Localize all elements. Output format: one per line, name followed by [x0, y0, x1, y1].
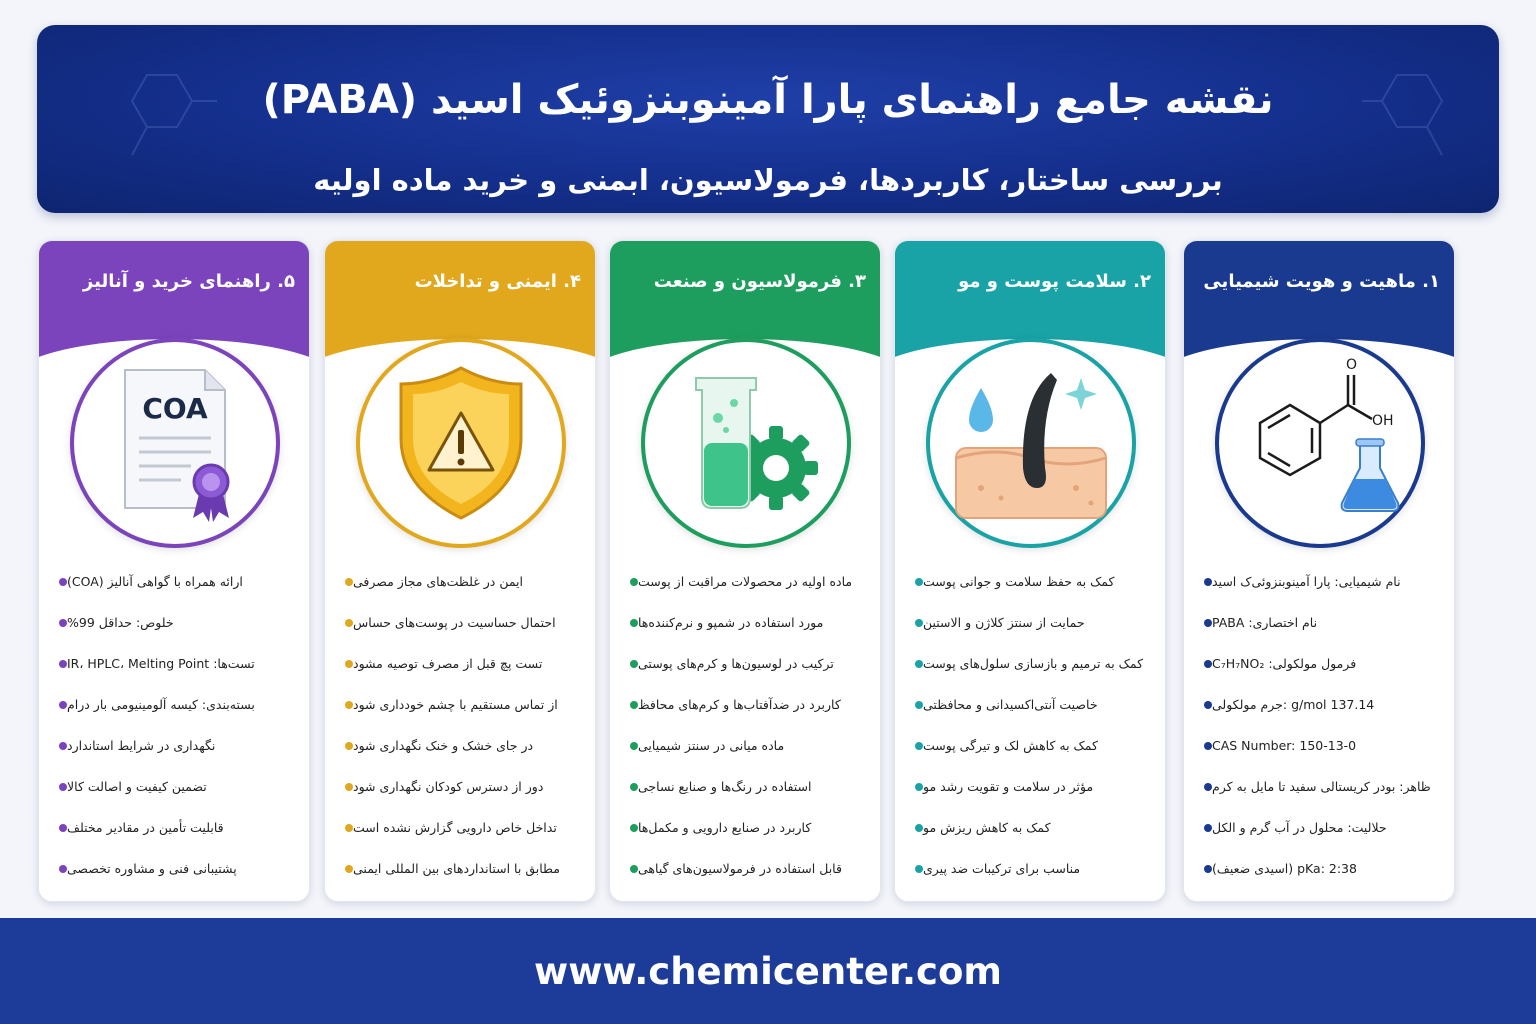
list-item: در جای خشک و خنک نگهداری شود	[325, 725, 595, 766]
list-item: فرمول مولکولی: C₇H₇NO₂	[1184, 643, 1454, 684]
list-item: ترکیب در لوسیون‌ها و کرم‌های پوستی	[610, 643, 880, 684]
page-subtitle: بررسی ساختار، کاربردها، فرمولاسیون، ابمنی و خرید ماده اولیه	[313, 163, 1223, 197]
list-item: نگهداری در شرایط استاندارد	[39, 725, 309, 766]
bullet-icon	[1204, 783, 1212, 791]
bullet-icon	[345, 783, 353, 791]
warning-shield-icon	[356, 338, 566, 548]
list-item: کاربرد در ضدآفتاب‌ها و کرم‌های محافظ	[610, 684, 880, 725]
list-item: قابلیت تأمین در مقادیر مختلف	[39, 807, 309, 848]
list-item: دور از دسترس کودکان نگهداری شود	[325, 766, 595, 807]
benzoic-acid-structure-flask-icon	[1215, 338, 1425, 548]
list-item: خلوص: حداقل 99%	[39, 602, 309, 643]
list-item: ماده میانی در سنتز شیمیایی	[610, 725, 880, 766]
list-item: حمایت از سنتز کلاژن و الاستین	[895, 602, 1165, 643]
list-item: از تماس مستقیم با چشم خودداری شود	[325, 684, 595, 725]
bullet-icon	[630, 824, 638, 832]
coa-certificate-icon	[70, 338, 280, 548]
bullet-icon	[345, 701, 353, 709]
website-link[interactable]: www.chemicenter.com	[534, 950, 1002, 993]
list-item: pKa: 2:38 (اسیدی ضعیف)	[1184, 848, 1454, 889]
list-item: تداخل خاص دارویی گزارش نشده است	[325, 807, 595, 848]
bullet-icon	[630, 742, 638, 750]
bullet-icon	[915, 824, 923, 832]
list-item: بسته‌بندی: کیسه آلومینیومی بار درام	[39, 684, 309, 725]
list-item: خاصیت آنتی‌اکسیدانی و محافظتی	[895, 684, 1165, 725]
bullet-icon	[915, 578, 923, 586]
list-item: مورد استفاده در شمپو و نرم‌کننده‌ها	[610, 602, 880, 643]
card-title: ۱. ماهیت و هویت شیمیایی	[1203, 271, 1440, 292]
bullet-icon	[345, 865, 353, 873]
card-chemical-identity	[1183, 240, 1455, 902]
bullet-icon	[345, 742, 353, 750]
bullet-icon	[630, 701, 638, 709]
bullet-icon	[59, 865, 67, 873]
bullet-icon	[630, 865, 638, 873]
bullet-icon	[345, 824, 353, 832]
card-title: ۳. فرمولاسیون و صنعت	[653, 271, 866, 292]
bullet-icon	[59, 660, 67, 668]
bullet-icon	[630, 660, 638, 668]
list-item: کمک به کاهش ریزش مو	[895, 807, 1165, 848]
bullet-icon	[915, 865, 923, 873]
svg-text:O: O	[1346, 357, 1358, 373]
bullet-icon	[1204, 578, 1212, 586]
bullet-icon	[630, 619, 638, 627]
bullet-icon	[1204, 619, 1212, 627]
bullet-icon	[59, 783, 67, 791]
list-item: ارائه همراه با گواهی آنالیز (COA)	[39, 561, 309, 602]
svg-text:OH: OH	[1372, 413, 1394, 429]
list-item: ظاهر: بودر کریستالی سفید تا مایل به کرم	[1184, 766, 1454, 807]
bullet-icon	[59, 742, 67, 750]
list-item: نام شیمیایی: پارا آمینوبنزوئی‌ک اسید	[1184, 561, 1454, 602]
bullet-icon	[345, 619, 353, 627]
bullet-icon	[59, 578, 67, 586]
card-formulation-industry	[609, 240, 881, 902]
bullet-icon	[630, 578, 638, 586]
bullet-icon	[915, 783, 923, 791]
list-item: کمک به ترمیم و بازسازی سلول‌های پوست	[895, 643, 1165, 684]
list-item: تضمین کیفیت و اصالت کالا	[39, 766, 309, 807]
bullet-icon	[345, 578, 353, 586]
list-item: کاربرد در صنایع دارویی و مکمل‌ها	[610, 807, 880, 848]
bullet-icon	[915, 701, 923, 709]
list-item: CAS Number: 150-13-0	[1184, 725, 1454, 766]
card-title: ۲. سلامت پوست و مو	[958, 271, 1151, 292]
bullet-icon	[915, 660, 923, 668]
card-purchase-analysis	[38, 240, 310, 902]
list-item: نام اختصاری: PABA	[1184, 602, 1454, 643]
list-item: کمک به کاهش لک و تیرگی پوست	[895, 725, 1165, 766]
bullet-icon	[59, 824, 67, 832]
bullet-icon	[345, 660, 353, 668]
page-title: نقشه جامع راهنمای پارا آمینوبنزوئیک اسید (PABA)	[262, 77, 1274, 123]
bullet-icon	[59, 619, 67, 627]
card-title: ۴. ایمنی و تداخلات	[414, 271, 581, 292]
bullet-icon	[1204, 660, 1212, 668]
list-item: تست پچ قبل از مصرف توصیه مشود	[325, 643, 595, 684]
footer-bar	[0, 918, 1536, 1024]
skin-hair-drop-icon	[926, 338, 1136, 548]
list-item: احتمال حساسیت در پوست‌های حساس	[325, 602, 595, 643]
list-item: پشتیبانی فنی و مشاوره تخصصی	[39, 848, 309, 889]
beaker-gear-icon	[641, 338, 851, 548]
list-item: استفاده در رنگ‌ها و صنایع نساجی	[610, 766, 880, 807]
list-item: 137.14 g/mol :جرم مولکولی	[1184, 684, 1454, 725]
header-banner	[37, 25, 1499, 213]
bullet-icon	[630, 783, 638, 791]
list-item: تست‌ها: IR، HPLC، Melting Point	[39, 643, 309, 684]
list-item: مؤثر در سلامت و تقویت رشد مو	[895, 766, 1165, 807]
bullet-icon	[1204, 865, 1212, 873]
card-safety-interactions	[324, 240, 596, 902]
bullet-icon	[915, 742, 923, 750]
list-item: ماده اولیه در محصولات مراقبت از پوست	[610, 561, 880, 602]
svg-text:COA: COA	[142, 392, 208, 425]
bullet-icon	[59, 701, 67, 709]
list-item: مطابق با استانداردهای بین المللی ایمنی	[325, 848, 595, 889]
card-title: ۵. راهنمای خرید و آنالیز	[82, 271, 295, 292]
bullet-icon	[1204, 701, 1212, 709]
list-item: کمک به حفظ سلامت و جوانی پوست	[895, 561, 1165, 602]
list-item: مناسب برای ترکیبات ضد پیری	[895, 848, 1165, 889]
card-skin-hair-health	[894, 240, 1166, 902]
list-item: قابل استفاده در فرمولاسیون‌های گیاهی	[610, 848, 880, 889]
bullet-icon	[915, 619, 923, 627]
list-item: ایمن در غلظت‌های مجاز مصرفی	[325, 561, 595, 602]
bullet-icon	[1204, 742, 1212, 750]
list-item: حلالیت: محلول در آب گرم و الکل	[1184, 807, 1454, 848]
bullet-icon	[1204, 824, 1212, 832]
